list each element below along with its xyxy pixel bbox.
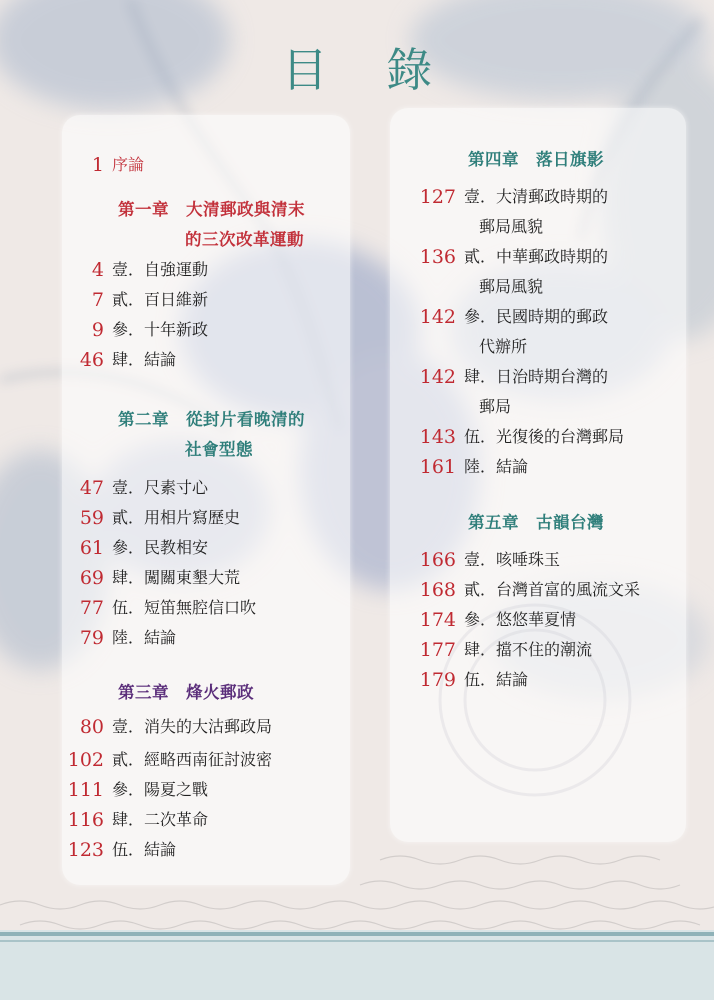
entry-title-continued: 郵局 xyxy=(479,397,512,416)
page-number: 143 xyxy=(419,426,456,448)
toc-entry[interactable] xyxy=(62,835,176,865)
toc-entry[interactable] xyxy=(400,422,624,452)
page-number: 59 xyxy=(79,507,104,529)
entry-title: 壹．消失的大沽郵政局 xyxy=(112,717,273,736)
page-number: 111 xyxy=(67,779,104,801)
entry-title: 陸．結論 xyxy=(112,628,177,647)
entry-title-continued: 郵局風貌 xyxy=(479,217,544,236)
toc-entry[interactable] xyxy=(62,150,144,180)
entry-title: 貳．經略西南征討波密 xyxy=(112,750,273,769)
chapter-heading: 社會型態 xyxy=(185,440,253,459)
page-number: 127 xyxy=(419,186,456,208)
page-number: 46 xyxy=(79,349,104,371)
toc-entry[interactable] xyxy=(400,635,592,665)
toc-entry[interactable] xyxy=(400,362,608,392)
page-number: 142 xyxy=(419,366,456,388)
bottom-stripe-thin xyxy=(0,940,714,942)
entry-title: 伍．光復後的台灣郵局 xyxy=(464,427,625,446)
entry-title: 參．民教相安 xyxy=(112,538,209,557)
chapter-heading: 第四章 落日旗影 xyxy=(468,150,604,169)
page-number: 7 xyxy=(91,289,104,311)
entry-title: 貳．用相片寫歷史 xyxy=(112,508,241,527)
toc-entry[interactable] xyxy=(62,775,208,805)
entry-title: 貳．台灣首富的風流文采 xyxy=(464,580,641,599)
entry-title: 壹．咳唾珠玉 xyxy=(464,550,561,569)
entry-title: 肆．擋不住的潮流 xyxy=(464,640,593,659)
page-number: 142 xyxy=(419,306,456,328)
page-number: 69 xyxy=(79,567,104,589)
toc-entry[interactable] xyxy=(62,315,208,345)
page-number: 47 xyxy=(79,477,104,499)
toc-entry[interactable] xyxy=(62,805,208,835)
toc-entry[interactable] xyxy=(400,182,608,212)
entry-title: 肆．闖關東墾大荒 xyxy=(112,568,241,587)
entry-title-continued: 郵局風貌 xyxy=(479,277,544,296)
page-number: 179 xyxy=(419,669,456,691)
toc-entry[interactable] xyxy=(62,745,272,775)
toc-entry[interactable] xyxy=(400,452,528,482)
chapter-heading: 第三章 烽火郵政 xyxy=(118,683,254,702)
toc-entry[interactable] xyxy=(62,712,272,742)
entry-title: 壹．大清郵政時期的 xyxy=(464,187,609,206)
toc-entry[interactable] xyxy=(400,665,528,695)
toc-entry[interactable] xyxy=(400,605,576,635)
page-number: 166 xyxy=(419,549,456,571)
page-number: 123 xyxy=(67,839,104,861)
entry-title: 肆．日治時期台灣的 xyxy=(464,367,609,386)
entry-title: 肆．結論 xyxy=(112,350,177,369)
entry-title: 壹．尺素寸心 xyxy=(112,478,209,497)
entry-title: 參．陽夏之戰 xyxy=(112,780,209,799)
entry-title: 陸．結論 xyxy=(464,457,529,476)
entry-title: 貳．百日維新 xyxy=(112,290,209,309)
entry-title: 參．悠悠華夏情 xyxy=(464,610,577,629)
entry-title-continued: 代辦所 xyxy=(479,337,528,356)
entry-title: 伍．結論 xyxy=(112,840,177,859)
page-number: 174 xyxy=(419,609,456,631)
chapter-heading: 第五章 古韻台灣 xyxy=(468,513,604,532)
toc-entry[interactable] xyxy=(62,533,208,563)
toc-entry[interactable] xyxy=(400,575,640,605)
entry-title: 參．民國時期的郵政 xyxy=(464,307,609,326)
toc-entry[interactable] xyxy=(400,302,608,332)
toc-entry[interactable] xyxy=(62,503,240,533)
entry-title: 伍．結論 xyxy=(464,670,529,689)
page-number: 79 xyxy=(79,627,104,649)
entry-title: 序論 xyxy=(112,155,145,174)
entry-title: 參．十年新政 xyxy=(112,320,209,339)
entry-title: 伍．短笛無腔信口吹 xyxy=(112,598,257,617)
entry-title: 貳．中華郵政時期的 xyxy=(464,247,609,266)
chapter-heading: 第二章 從封片看晚清的 xyxy=(118,410,305,429)
toc-entry[interactable] xyxy=(62,473,208,503)
entry-title: 肆．二次革命 xyxy=(112,810,209,829)
page-number: 136 xyxy=(419,246,456,268)
page-number: 161 xyxy=(419,456,456,478)
toc-entry[interactable] xyxy=(62,563,240,593)
toc-entry[interactable] xyxy=(400,545,560,575)
page-number: 102 xyxy=(67,749,104,771)
toc-entry[interactable] xyxy=(62,623,176,653)
page-number: 1 xyxy=(91,154,104,176)
page-number: 9 xyxy=(91,319,104,341)
bottom-stripe xyxy=(0,932,714,936)
chapter-heading: 第一章 大清郵政與清末 xyxy=(118,200,305,219)
toc-entry[interactable] xyxy=(62,285,208,315)
page-number: 61 xyxy=(79,537,104,559)
page-title: 目 錄 xyxy=(281,43,455,97)
toc-entry[interactable] xyxy=(62,345,176,375)
page-number: 116 xyxy=(67,809,104,831)
page-number: 4 xyxy=(91,259,104,281)
toc-entry[interactable] xyxy=(62,255,208,285)
entry-title: 壹．自強運動 xyxy=(112,260,209,279)
page-number: 77 xyxy=(79,597,104,619)
chapter-heading: 的三次改革運動 xyxy=(185,230,304,249)
toc-entry[interactable] xyxy=(400,242,608,272)
toc-entry[interactable] xyxy=(62,593,256,623)
page-number: 168 xyxy=(419,579,456,601)
page-number: 177 xyxy=(419,639,456,661)
page-number: 80 xyxy=(79,716,104,738)
